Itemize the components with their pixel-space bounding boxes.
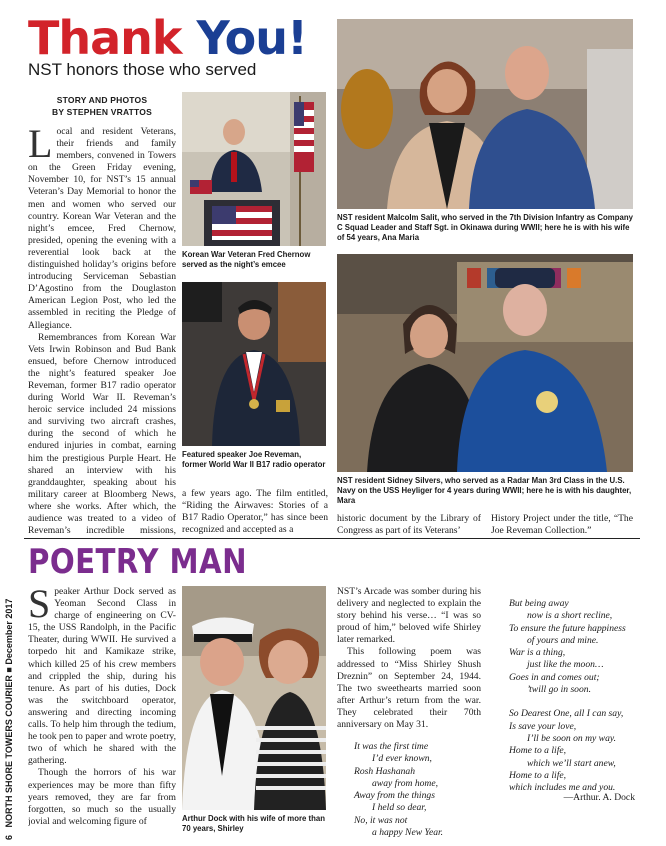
poem-line: away from home, (372, 777, 438, 789)
poetry-dropcap: S (28, 586, 51, 626)
poem-line: Away from the things (354, 790, 435, 802)
caption-chernow: Korean War Veteran Fred Chernow served as the night’s emcee (182, 250, 311, 269)
stanza-gap (509, 696, 637, 708)
photo-fred-chernow (182, 92, 326, 246)
poem-line: To ensure the future happiness (509, 622, 626, 634)
article-paragraph-3: a few years ago. The film entitled, “Riding the Airwaves: Stories of a B17 Radio Operator,” has since been recognized and accepted as a (182, 488, 328, 536)
poetry-paragraph-2: Though the horrors of his war experiences may be more than fifty years removed, they are far from forgotten, so much so the usually jovial and welcoming figure of (28, 767, 176, 827)
folio-sidebar (2, 590, 20, 840)
folio-separator: ■ (4, 667, 14, 673)
title-you: You! (196, 11, 307, 65)
poem-line: War is a thing, (509, 647, 566, 659)
article-column-2 (182, 488, 328, 536)
poem-line: Home to a life, (509, 769, 567, 781)
caption-salit: NST resident Malcolm Salit, who served in the 7th Division Infantry as Company C Squad Leader and Staff Sgt. in Okinawa during WWII; here he is with his wife of 54 years, Ana Maria (337, 213, 633, 242)
poem-signature: —Arthur. A. Dock (563, 792, 635, 803)
section-divider (24, 538, 640, 539)
poetry-paragraph-4: This following poem was addressed to “Miss Shirley Shush Dreznin” on September 24, 1944. The two sweethearts married soon after Arthur’s return from the war. They celebrated their 70th anniversary on May 31. (337, 646, 481, 731)
poem-line: I held so dear, (372, 802, 427, 814)
article-paragraph-5: History Project under the title, “The Joe Reveman Collection.” (491, 513, 633, 537)
photo-malcolm-salit (337, 19, 633, 209)
photo-arthur-dock (182, 586, 326, 810)
poem-line: Is save your love, (509, 720, 577, 732)
poem-part-b (509, 598, 637, 794)
issue-date: December 2017 (4, 598, 14, 665)
subtitle: NST honors those who served (28, 60, 257, 79)
dropcap: L (28, 126, 53, 166)
poem-line: Rosh Hashanah (354, 765, 416, 777)
poem-line: which includes me and you. (509, 782, 616, 794)
photo-joe-reveman (182, 282, 326, 446)
poetry-paragraph-1: peaker Arthur Dock served as Yeoman Second Class in charge of engineering on CV-15, the USS Randolph, in the Pacific Theater, during WWII. He survived a torpedo hit and Kamikaze strike, which killed 25 of his crew members and crippled the ship, during his tenure. As part of his duties, Dock was the switchboard operator, answering and directing incoming calls. To help him through the tedium, he took pen to paper and wrote poetry, two of which he shared with the gathering. (28, 586, 176, 767)
poem-line: Home to a life, (509, 745, 567, 757)
poem-line: which we’ll start anew, (527, 757, 616, 769)
byline-line-2: BY STEPHEN VRATTOS (52, 107, 152, 117)
poem-line: I’ll be soon on my way. (527, 732, 616, 744)
poetry-column-1 (28, 586, 176, 838)
article-column-1 (28, 126, 176, 536)
photo-sidney-silvers (337, 254, 633, 472)
caption-reveman: Featured speaker Joe Reveman, former World War II B17 radio operator (182, 450, 326, 469)
poem-line: So Dearest One, all I can say, (509, 708, 624, 720)
poetry-column-3 (337, 586, 481, 740)
publication-name: NORTH SHORE TOWERS COURIER (4, 675, 14, 828)
article-column-3 (337, 513, 481, 537)
poem-line: now is a short recline, (527, 610, 613, 622)
poem-line: a happy New Year. (372, 827, 444, 839)
byline (28, 94, 176, 118)
page-title (28, 10, 307, 66)
caption-dock: Arthur Dock with his wife of more than 70 years, Shirley (182, 814, 325, 833)
poetry-paragraph-3: NST’s Arcade was somber during his delivery and neglected to explain the story behind his verse… “I was so proud of him,” beloved wife Shirley later remarked. (337, 586, 481, 646)
caption-silvers: NST resident Sidney Silvers, who served as a Radar Man 3rd Class in the U.S. Navy on the USS Heyliger for 4 years during WWII; here he is with his daughter, Mara (337, 476, 632, 505)
article-paragraph-2: Remembrances from Korean War Vets Irwin Robinson and Bud Bank ensued, before Chernow introduced the night’s featured speaker Joe Reveman, former B17 radio operator during World War II. Reveman’s heroic service included 24 missions and surviving two aircraft crashes, during the second of which he endured injuries in combat, earning him the prestigious Purple Heart. He shared an interview with his granddaughter, speaking about his military career at Bloomberg News, where she works. After which, the audience was treated to a video of Reveman’s incredible missions, (28, 331, 176, 536)
poem-line: just like the moon… (527, 659, 604, 671)
poem-line: But being away (509, 598, 569, 609)
poem-line: I’d ever known, (372, 753, 432, 765)
poem-line: It was the first time (354, 741, 429, 752)
poem-line: ’twill go in soon. (527, 684, 591, 696)
byline-line-1: STORY AND PHOTOS (56, 95, 148, 105)
poem-part-a (354, 741, 482, 839)
article-column-4 (491, 513, 633, 537)
poem-line: No, it was not (354, 814, 408, 826)
title-thank: Thank (28, 11, 182, 65)
poem-line: of yours and mine. (527, 634, 599, 646)
article-paragraph-1: ocal and resident Veterans, their friends and family members, convened in Towers on the Green Friday evening, November 10, for NST’s 15 annual Veteran’s Day Memorial to honor the men and women who served our country. Korean War Veteran and the night’s emcee, Fred Chernow, presided, opening the evening with a reverential look back at the distinguished holiday’s origins before introducing Serviceman Sebastian D’Agostino from the Douglaston American Legion Post, who led the assembled in reciting the Pledge of Allegiance. (28, 126, 176, 331)
poetry-section-title: POETRY MAN (28, 542, 247, 582)
page-number: 6 (4, 834, 14, 840)
article-paragraph-4: historic document by the Library of Congress as part of its Veterans’ (337, 513, 481, 537)
poem-line: Goes in and comes out; (509, 671, 600, 683)
